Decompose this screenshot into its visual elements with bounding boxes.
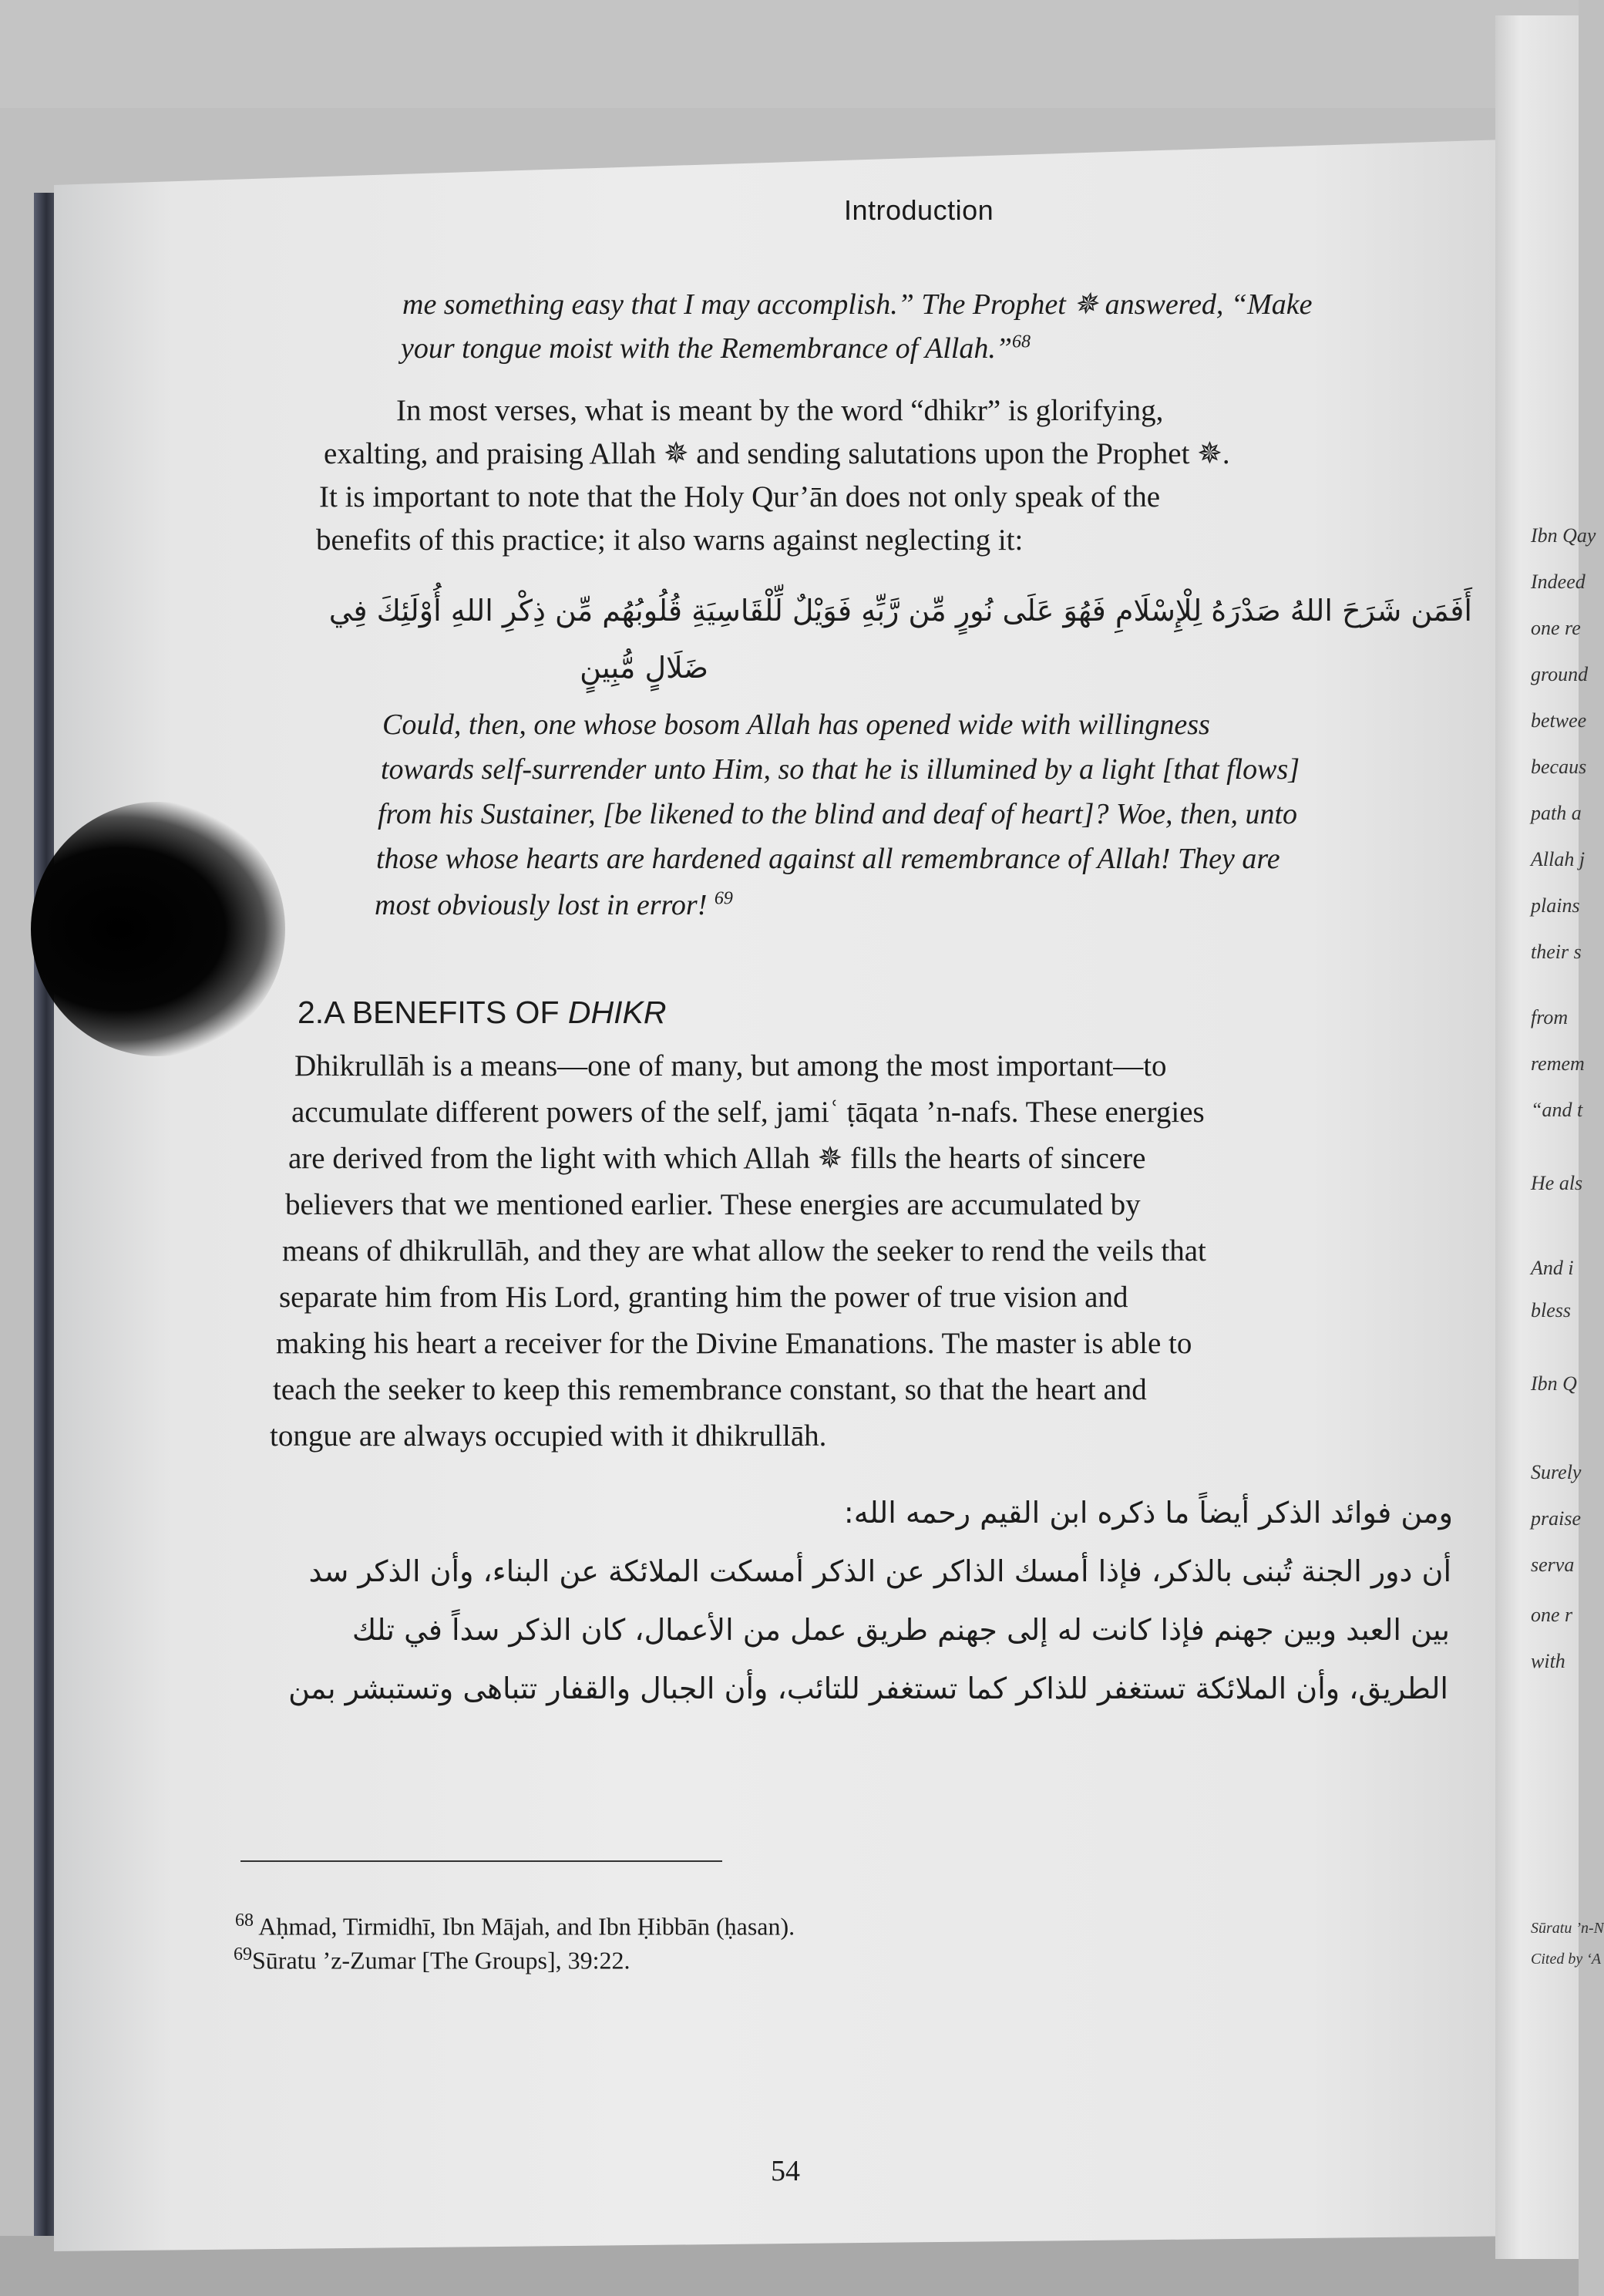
facing-page-fragment: He als [1531,1172,1583,1194]
body-line: benefits of this practice; it also warns against neglecting it: [316,524,1024,557]
footnote-rule [240,1860,722,1862]
arabic-line: أن دور الجنة تُبنى بالذكر، فإذا أمسك الذاكر عن الذكر أمسكت الملائكة عن البناء، وأن الذكر سد [308,1554,1451,1588]
facing-page-fragment: bless [1531,1299,1571,1321]
footnote-mark: 68 [235,1911,254,1931]
facing-page-fragment: their s [1531,941,1582,963]
footnote: $^{68}$ Aḥmad, Tirmidhī, Ibn Mājah, and Ibn Ḥibbān (ḥasan). [235,1911,795,1941]
quran-arabic-line: أَفَمَن شَرَحَ اللهُ صَدْرَهُ لِلْإِسْلَامِ فَهُوَ عَلَى نُورٍ مِّن رَّبِّهِ فَوَيْلٌ لِّلْقَاسِيَةِ قُلُوبُهُم مِّن ذِكْرِ اللهِ أُوْلَئِكَ فِي [328,594,1472,628]
arabic-line: بين العبد وبين جهنم فإذا كانت له إلى جهنم طريق عمل من الأعمال، كان الذكر سداً في تلك [351,1613,1450,1647]
translation-line: most obviously lost in error! $^{69}$ [375,888,733,921]
footnote-ref: 69 [714,888,733,909]
translation-line: Could, then, one whose bosom Allah has opened wide with willingness [382,709,1210,741]
facing-page-fragment: serva [1531,1554,1575,1576]
facing-page-fragment: plains [1531,894,1580,917]
facing-page-fragment: from [1531,1006,1569,1028]
body-line: are derived from the light with which Allah ✵ fills the hearts of sincere [288,1142,1146,1175]
body-line: believers that we mentioned earlier. These energies are accumulated by [285,1188,1141,1221]
facing-page-fragment: Allah j [1531,848,1586,870]
body-line: means of dhikrullāh, and they are what allow the seeker to rend the veils that [282,1234,1206,1268]
facing-page-fragment: Sūratu ’n-N [1531,1920,1604,1937]
facing-page-fragment: And i [1531,1257,1574,1279]
body-line: tongue are always occupied with it dhikrullāh. [270,1419,827,1453]
page-number: 54 [771,2155,800,2187]
facing-page-fragment: becaus [1531,756,1587,778]
facing-page [1495,15,1604,2259]
body-line: It is important to note that the Holy Qur’ān does not only speak of the [319,480,1161,513]
footnote-mark: 69 [234,1944,252,1964]
facing-page-fragment: ground [1531,663,1589,685]
facing-page-fragment: “and t [1531,1099,1583,1121]
quote-line: your tongue moist with the Remembrance of Allah.”$^{68}$ [401,332,1031,365]
body-line: separate him from His Lord, granting him the power of true vision and [279,1281,1128,1314]
body-line: teach the seeker to keep this remembrance constant, so that the heart and [273,1373,1147,1406]
quran-arabic-line: ضَلَالٍ مُّبِينٍ [580,651,708,685]
running-head: Introduction [844,194,994,226]
section-title-italic: DHIKR [567,995,667,1030]
translation-line: towards self-surrender unto Him, so that he is illumined by a light [that flows] [381,753,1300,786]
body-line: In most verses, what is meant by the word “dhikr” is glorifying, [396,394,1164,427]
translation-line: from his Sustainer, [be likened to the blind and deaf of heart]? Woe, then, unto [378,798,1298,830]
quote-line: me something easy that I may accomplish.” The Prophet ✵ answered, “Make [402,288,1313,321]
section-title: BENEFITS OF [351,995,560,1030]
section-number: 2.A [298,995,344,1030]
facing-page-fragment: praise [1531,1507,1581,1530]
facing-page-fragment: Ibn Q [1531,1372,1577,1395]
facing-page-fragment: Surely [1531,1461,1582,1483]
body-line: exalting, and praising Allah ✵ and sending salutations upon the Prophet ✵. [324,437,1230,470]
facing-page-fragment: path a [1531,802,1582,824]
photo-background-top [0,0,1579,108]
arabic-line: الطريق، وأن الملائكة تستغفر للذاكر كما تستغفر للتائب، وأن الجبال والقفار تتباهى وتستبشر بمن [288,1672,1448,1705]
footnote-ref: 68 [1012,332,1031,352]
arabic-line: ومن فوائد الذكر أيضاً ما ذكره ابن القيم رحمه الله: [843,1496,1453,1530]
facing-page-fragment: Indeed [1531,571,1586,593]
facing-page-fragment: one re [1531,617,1581,639]
facing-page-fragment: Ibn Qay [1531,524,1596,547]
body-line: accumulate different powers of the self, jamiʿ ṭāqata ’n-nafs. These energies [291,1096,1205,1129]
facing-page-fragment: betwee [1531,709,1587,732]
facing-page-fragment: one r [1531,1604,1573,1626]
translation-line: those whose hearts are hardened against all remembrance of Allah! They are [376,843,1280,875]
section-heading [298,995,666,1031]
thumb-shadow [31,802,285,1056]
body-line: making his heart a receiver for the Divine Emanations. The master is able to [276,1327,1192,1360]
body-line: Dhikrullāh is a means—one of many, but among the most important—to [294,1049,1167,1082]
facing-page-fragment: Cited by ‘A [1531,1951,1602,1968]
facing-page-fragment: with [1531,1650,1565,1672]
footnote: $^{69}$Sūratu ’z-Zumar [The Groups], 39:22. [234,1944,631,1974]
facing-page-fragment: remem [1531,1052,1585,1075]
